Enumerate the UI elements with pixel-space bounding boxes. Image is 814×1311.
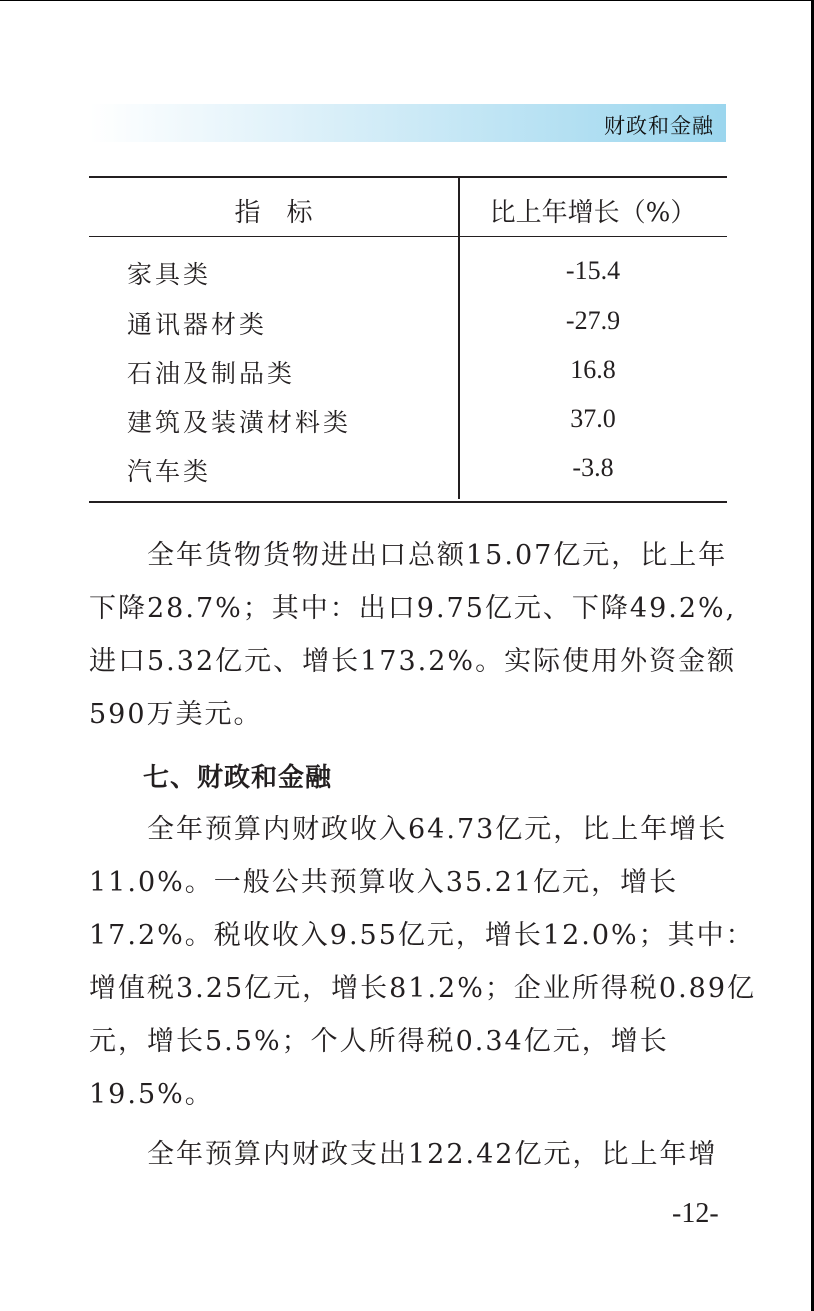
paragraph-line: 进口5.32亿元、增长173.2%。实际使用外资金额 bbox=[89, 646, 737, 677]
revenue-paragraph bbox=[89, 803, 757, 1121]
paragraph-line: 元，增长5.5%；个人所得税0.34亿元，增长 bbox=[89, 1026, 669, 1057]
table-row-value: -3.8 bbox=[572, 453, 614, 482]
table-row-name: 汽车类 bbox=[127, 457, 212, 486]
paragraph-line: 590万美元。 bbox=[89, 699, 263, 730]
chapter-title: 财政和金融 bbox=[604, 114, 714, 138]
table-row-name: 石油及制品类 bbox=[127, 359, 296, 388]
paragraph-line: 19.5%。 bbox=[89, 1079, 214, 1110]
paragraph-line: 全年预算内财政收入64.73亿元，比上年增长 bbox=[147, 814, 728, 845]
table-row-value: -27.9 bbox=[565, 306, 621, 335]
paragraph-line: 增值税3.25亿元，增长81.2%；企业所得税0.89亿 bbox=[89, 973, 757, 1004]
column-divider bbox=[458, 178, 460, 499]
page-number: -12- bbox=[672, 1198, 719, 1229]
table-row-name: 建筑及装潢材料类 bbox=[127, 408, 352, 437]
table-header-row bbox=[89, 178, 727, 237]
paragraph-line: 11.0%。一般公共预算收入35.21亿元，增长 bbox=[89, 867, 679, 898]
section-heading: 七、财政和金融 bbox=[143, 763, 333, 793]
table-row-name: 家具类 bbox=[127, 260, 212, 289]
column-header-indicator: 指 标 bbox=[234, 198, 313, 228]
paragraph-line: 全年货物货物进出口总额15.07亿元，比上年 bbox=[147, 540, 728, 571]
table-row-value: 37.0 bbox=[570, 404, 616, 433]
import-category-table bbox=[89, 176, 727, 503]
expenditure-paragraph bbox=[89, 1128, 727, 1181]
table-row-name: 通讯器材类 bbox=[127, 310, 268, 339]
chapter-header-band bbox=[90, 104, 726, 142]
column-header-growth: 比上年增长（%） bbox=[489, 198, 697, 228]
table-row-value: 16.8 bbox=[570, 355, 616, 384]
paragraph-line: 17.2%。税收收入9.55亿元，增长12.0%；其中： bbox=[89, 920, 755, 951]
paragraph-line: 全年预算内财政支出122.42亿元，比上年增 bbox=[147, 1139, 718, 1170]
paragraph-line: 下降28.7%；其中：出口9.75亿元、下降49.2%, bbox=[89, 593, 737, 624]
table-row-value: -15.4 bbox=[565, 256, 621, 285]
trade-paragraph bbox=[89, 529, 737, 741]
page-top-border bbox=[0, 0, 814, 1]
